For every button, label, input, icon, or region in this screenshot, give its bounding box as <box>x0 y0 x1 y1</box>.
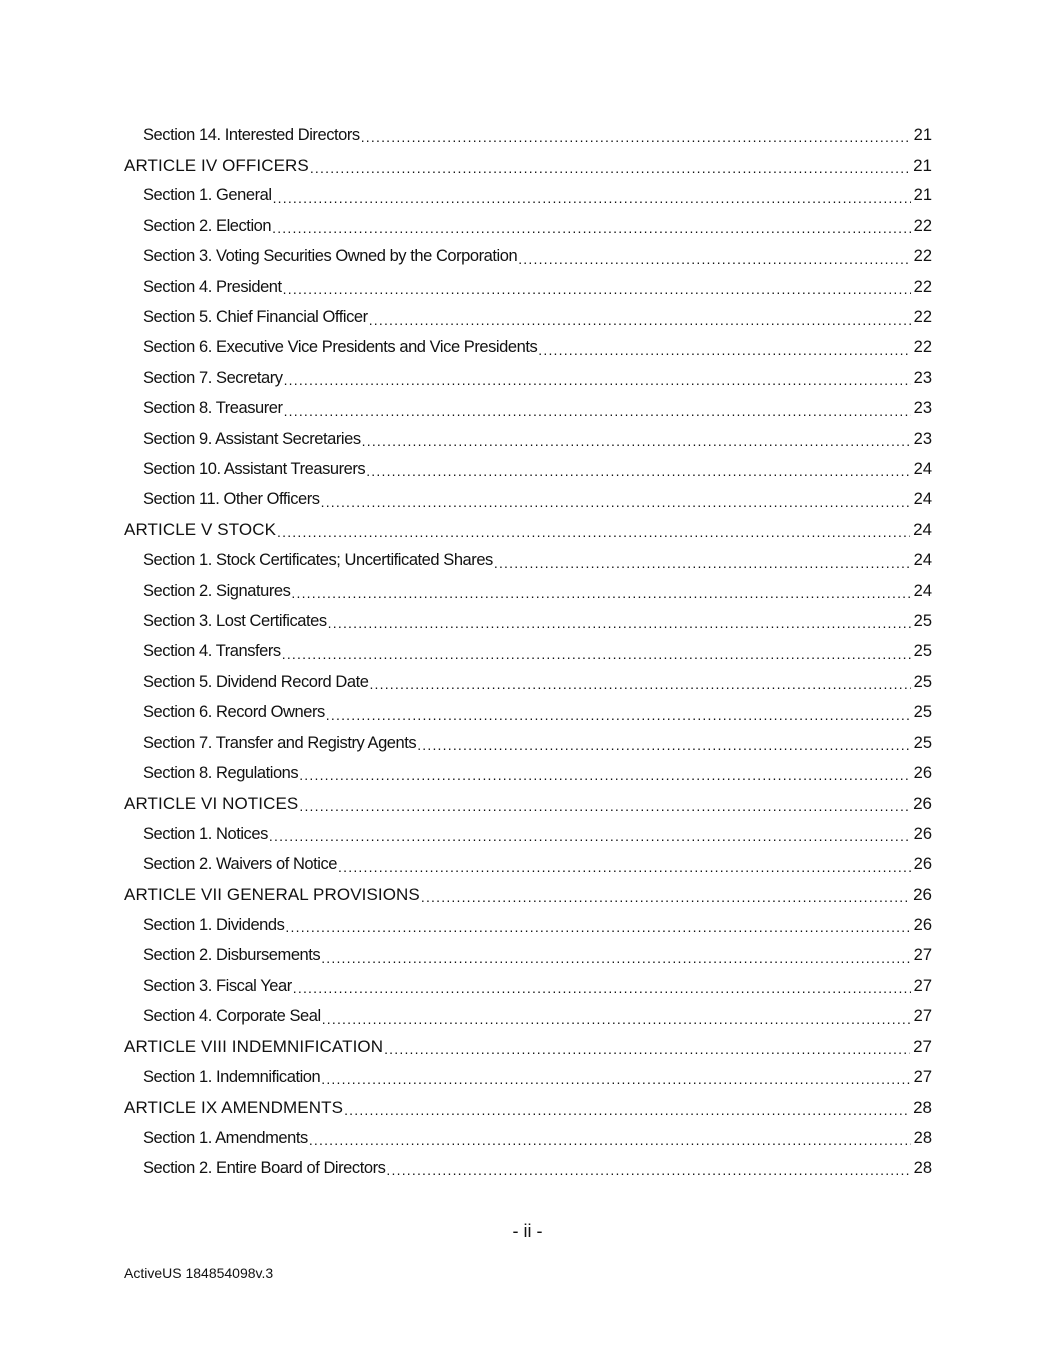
toc-entry-label: Section 2. Waivers of Notice <box>143 855 338 874</box>
toc-section-entry[interactable] <box>124 302 932 332</box>
toc-section-entry[interactable] <box>124 971 932 1001</box>
toc-entry-label: Section 2. Election <box>143 216 272 235</box>
toc-entry-page: 27 <box>913 946 932 965</box>
toc-entry-label: ARTICLE IV OFFICERS <box>124 155 309 175</box>
dot-leader <box>386 1162 910 1178</box>
toc-entry-page: 24 <box>913 581 932 600</box>
toc-section-entry[interactable] <box>124 910 932 940</box>
dot-leader <box>310 160 910 176</box>
dot-leader <box>322 1011 911 1027</box>
dot-leader <box>321 1071 910 1087</box>
toc-entry-page: 28 <box>913 1097 932 1117</box>
toc-entry-page: 25 <box>913 611 932 630</box>
toc-entry-page: 27 <box>913 1067 932 1086</box>
toc-entry-label: Section 1. Amendments <box>143 1128 308 1147</box>
toc-article-entry[interactable] <box>124 789 932 819</box>
dot-leader <box>273 190 911 206</box>
toc-section-entry[interactable] <box>124 333 932 363</box>
dot-leader <box>321 494 911 510</box>
toc-entry-label: Section 7. Secretary <box>143 368 283 387</box>
toc-entry-page: 27 <box>913 1036 932 1056</box>
toc-section-entry[interactable] <box>124 272 932 302</box>
toc-section-entry[interactable] <box>124 1153 932 1183</box>
toc-entry-label: Section 4. Corporate Seal <box>143 1007 321 1026</box>
toc-entry-page: 26 <box>913 824 932 843</box>
dot-leader <box>293 980 911 996</box>
dot-leader <box>421 889 910 905</box>
toc-entry-page: 26 <box>913 915 932 934</box>
toc-entry-page: 22 <box>913 247 932 266</box>
toc-entry-page: 24 <box>913 520 932 540</box>
toc-entry-label: Section 9. Assistant Secretaries <box>143 429 361 448</box>
toc-entry-label: ARTICLE V STOCK <box>124 520 277 540</box>
toc-article-entry[interactable] <box>124 1032 932 1062</box>
dot-leader <box>369 676 910 692</box>
toc-entry-page: 22 <box>913 308 932 327</box>
document-id-footer: ActiveUS 184854098v.3 <box>124 1265 274 1281</box>
dot-leader <box>269 828 911 844</box>
dot-leader <box>417 737 910 753</box>
toc-entry-label: Section 4. Transfers <box>143 642 281 661</box>
toc-entry-label: Section 6. Record Owners <box>143 703 325 722</box>
dot-leader <box>361 129 911 145</box>
toc-entry-label: ARTICLE VI NOTICES <box>124 793 299 813</box>
toc-section-entry[interactable] <box>124 454 932 484</box>
toc-section-entry[interactable] <box>124 728 932 758</box>
toc-section-entry[interactable] <box>124 941 932 971</box>
toc-entry-page: 23 <box>913 399 932 418</box>
toc-section-entry[interactable] <box>124 849 932 879</box>
toc-entry-page: 25 <box>913 642 932 661</box>
toc-entry-page: 24 <box>913 459 932 478</box>
toc-section-entry[interactable] <box>124 1062 932 1092</box>
dot-leader <box>321 950 910 966</box>
toc-entry-label: Section 14. Interested Directors <box>143 125 360 144</box>
toc-entry-label: Section 1. Dividends <box>143 915 285 934</box>
dot-leader <box>326 707 911 723</box>
toc-entry-page: 22 <box>913 277 932 296</box>
toc-section-entry[interactable] <box>124 211 932 241</box>
toc-entry-page: 26 <box>913 855 932 874</box>
toc-section-entry[interactable] <box>124 181 932 211</box>
toc-entry-label: Section 8. Treasurer <box>143 399 283 418</box>
dot-leader <box>384 1041 910 1057</box>
toc-entry-label: Section 3. Lost Certificates <box>143 611 327 630</box>
toc-section-entry[interactable] <box>124 424 932 454</box>
toc-section-entry[interactable] <box>124 485 932 515</box>
toc-section-entry[interactable] <box>124 1123 932 1153</box>
dot-leader <box>282 646 911 662</box>
toc-entry-label: Section 4. President <box>143 277 282 296</box>
toc-section-entry[interactable] <box>124 120 932 150</box>
toc-section-entry[interactable] <box>124 667 932 697</box>
toc-entry-page: 23 <box>913 429 932 448</box>
toc-entry-page: 21 <box>913 155 932 175</box>
toc-entry-page: 25 <box>913 672 932 691</box>
dot-leader <box>494 555 911 571</box>
toc-entry-page: 27 <box>913 976 932 995</box>
dot-leader <box>299 767 910 783</box>
toc-entry-page: 25 <box>913 733 932 752</box>
toc-section-entry[interactable] <box>124 363 932 393</box>
toc-entry-label: Section 5. Chief Financial Officer <box>143 308 368 327</box>
dot-leader <box>277 524 910 540</box>
toc-entry-page: 22 <box>913 338 932 357</box>
toc-entry-label: ARTICLE VII GENERAL PROVISIONS <box>124 884 420 904</box>
dot-leader <box>284 403 911 419</box>
toc-entry-label: Section 7. Transfer and Registry Agents <box>143 733 417 752</box>
toc-article-entry[interactable] <box>124 515 932 545</box>
toc-section-entry[interactable] <box>124 1001 932 1031</box>
toc-article-entry[interactable] <box>124 1093 932 1123</box>
toc-entry-label: Section 8. Regulations <box>143 763 299 782</box>
toc-entry-label: Section 2. Disbursements <box>143 946 321 965</box>
toc-article-entry[interactable] <box>124 880 932 910</box>
toc-entry-page: 24 <box>913 551 932 570</box>
toc-entry-label: Section 3. Voting Securities Owned by the Corporation <box>143 247 518 266</box>
toc-entry-label: Section 1. General <box>143 186 272 205</box>
toc-section-entry[interactable] <box>124 819 932 849</box>
toc-entry-page: 28 <box>913 1158 932 1177</box>
toc-section-entry[interactable] <box>124 242 932 272</box>
dot-leader <box>362 433 911 449</box>
toc-entry-label: ARTICLE VIII INDEMNIFICATION <box>124 1036 384 1056</box>
toc-entry-label: Section 11. Other Officers <box>143 490 320 509</box>
toc-entry-page: 23 <box>913 368 932 387</box>
toc-entry-page: 26 <box>913 763 932 782</box>
dot-leader <box>272 220 911 236</box>
toc-entry-label: Section 2. Signatures <box>143 581 291 600</box>
toc-entry-page: 26 <box>913 884 932 904</box>
toc-entry-label: Section 1. Indemnification <box>143 1067 321 1086</box>
dot-leader <box>285 919 910 935</box>
dot-leader <box>338 859 911 875</box>
dot-leader <box>538 342 910 358</box>
toc-entry-page: 24 <box>913 490 932 509</box>
dot-leader <box>328 615 911 631</box>
toc-entry-label: Section 10. Assistant Treasurers <box>143 459 366 478</box>
toc-entry-page: 21 <box>913 125 932 144</box>
toc-entry-page: 21 <box>913 186 932 205</box>
toc-section-entry[interactable] <box>124 697 932 727</box>
toc-entry-page: 28 <box>913 1128 932 1147</box>
toc-section-entry[interactable] <box>124 576 932 606</box>
dot-leader <box>291 585 910 601</box>
toc-article-entry[interactable] <box>124 150 932 180</box>
toc-entry-label: Section 5. Dividend Record Date <box>143 672 369 691</box>
toc-entry-page: 22 <box>913 216 932 235</box>
toc-entry-label: Section 3. Fiscal Year <box>143 976 292 995</box>
dot-leader <box>518 251 910 267</box>
dot-leader <box>309 1132 911 1148</box>
dot-leader <box>366 463 910 479</box>
toc-entry-page: 27 <box>913 1007 932 1026</box>
dot-leader <box>283 281 911 297</box>
toc-entry-label: Section 1. Notices <box>143 824 268 843</box>
toc-section-entry[interactable] <box>124 394 932 424</box>
toc-entry-page: 26 <box>913 793 932 813</box>
toc-entry-page: 25 <box>913 703 932 722</box>
dot-leader <box>299 798 910 814</box>
toc-entry-label: Section 6. Executive Vice Presidents and Vice Presidents <box>143 338 538 357</box>
toc-entry-label: Section 1. Stock Certificates; Uncertificated Shares <box>143 551 493 570</box>
dot-leader <box>284 372 911 388</box>
dot-leader <box>344 1102 910 1118</box>
table-of-contents <box>124 120 932 1184</box>
toc-section-entry[interactable] <box>124 545 932 575</box>
page-number: - ii - <box>512 1221 543 1241</box>
toc-section-entry[interactable] <box>124 606 932 636</box>
toc-entry-label: Section 2. Entire Board of Directors <box>143 1158 386 1177</box>
toc-entry-label: ARTICLE IX AMENDMENTS <box>124 1097 344 1117</box>
toc-section-entry[interactable] <box>124 637 932 667</box>
dot-leader <box>369 312 911 328</box>
toc-section-entry[interactable] <box>124 758 932 788</box>
